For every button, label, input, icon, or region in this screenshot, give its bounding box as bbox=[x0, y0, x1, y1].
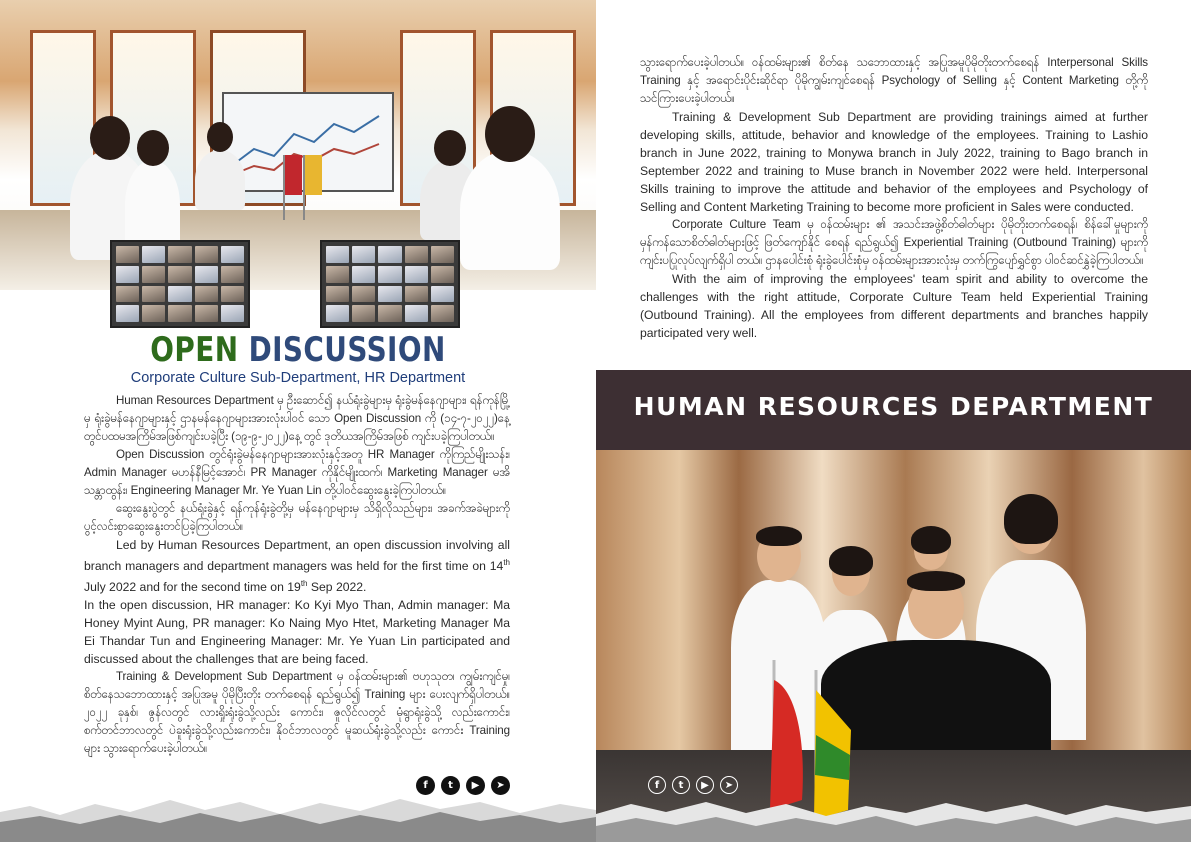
twitter-icon[interactable]: t bbox=[441, 776, 460, 795]
title-word-discussion: DISCUSSION bbox=[248, 330, 446, 370]
telegram-icon[interactable]: ➤ bbox=[720, 776, 738, 794]
en-paragraph-1: Led by Human Resources Department, an open discussion involving all branch managers and department managers was held for the first time on 14th July 2022 and for the second time on 19th Sep 2022. bbox=[84, 538, 510, 595]
torn-paper-edge-right bbox=[596, 782, 1191, 842]
left-body-text bbox=[84, 392, 510, 758]
zoom-screenshot-2 bbox=[320, 240, 460, 328]
mm-paragraph-3: ဆွေးနွေးပွဲတွင် နယ်ရုံးခွဲနှင့် ရန်ကုန်ရုံးခွဲတို့မှ မန်နေဂျာများမှ သိရှိလိုသည်များ၊ အခက်အခဲများကို ပွင့်လင်းစွာဆွေးနွေးတင်ပြခဲ့ကြပါတယ်။ bbox=[84, 502, 510, 533]
torn-paper-edge bbox=[0, 782, 596, 842]
title-word-open: OPEN bbox=[150, 330, 239, 370]
facebook-icon[interactable]: f bbox=[416, 776, 435, 795]
mm-paragraph-culture: Corporate Culture Team မှ ဝန်ထမ်းများ ၏ အသင်းအဖွဲ့စိတ်ဓါတ်များ ပိုမိုတိုးတက်စေရန်၊ စိန်ခေါ်မှုများကို မှန်ကန်သောစိတ်ဓါတ်များဖြင့် ဖြတ်ကျော်နိုင် စေရန် ရည်ရွယ်၍ Experiential Training (Outbound Training) များကို ကျင်းပပြုလုပ်လျက်ရှိပါ တယ်။ ဌာနပေါင်းစုံ ရုံးခွဲပေါင်းစုံမှ ဝန်ထမ်းများအားလုံးမှ တက်ကြွပျော်ရွှင်စွာ ပါဝင်ဆင်နွှဲခဲ့ကြပါတယ်။ bbox=[640, 218, 1148, 267]
page-subtitle: Corporate Culture Sub-Department, HR Department bbox=[130, 370, 466, 386]
right-page bbox=[596, 0, 1191, 842]
mm-paragraph-training: Training & Development Sub Department မှ ဝန်ထမ်းများ၏ ဗဟုသုတ၊ ကျွမ်းကျင်မှု၊ စိတ်နေသဘောထားနှင့် အပြုအမူ ပိုမိုပြီးတိုး တက်စေရန် ရည်ရွယ်၍ Training များ ပေးလျက်ရှိပါတယ်။ ၂၀၂၂ ခုနှစ်၊ ဇွန်လတွင် လားရှိုးရုံးခွဲသို့လည်း ကောင်း၊ ဇူလိုင်လတွင် မုံရွာရုံးခွဲသို့ လည်းကောင်း၊ စက်တင်ဘာလတွင် ပဲခူးရုံးခွဲသို့လည်းကောင်း၊ နိုဝင်ဘာလတွင် မူဆယ်ရုံးခွဲသို့လည်း ကောင်း Training များ သွားရောက်ပေးခဲ့ပါတယ်။ bbox=[84, 670, 510, 756]
page-title bbox=[54, 330, 543, 370]
youtube-icon[interactable]: ▶ bbox=[696, 776, 714, 794]
youtube-icon[interactable]: ▶ bbox=[466, 776, 485, 795]
zoom-screenshot-1 bbox=[110, 240, 250, 328]
en-paragraph-culture: With the aim of improving the employees' team spirit and ability to overcome the challenges with the right attitude, Corporate Culture Team held Experiential Training (Outbound Training). All the employees from different departments and branches happily participated very well. bbox=[640, 272, 1148, 340]
meeting-photo bbox=[0, 0, 596, 290]
mm-paragraph-2: Open Discussion တွင်ရုံးခွဲမန်နေဂျာများအားလုံးနှင့်အတူ HR Manager ကိုကြည်မျိုးသန်း၊ Admin Manager မဟန်နီမြင့်အောင်၊ PR Manager ကိုနိုင်မျိုးထက်၊ Marketing Manager မအိသန္တာထွန်း၊ Engineering Manager Mr. Ye Yuan Lin တို့ပါဝင်ဆွေးနွေးခဲ့ကြပါတယ်။ bbox=[84, 448, 510, 497]
hr-banner-title: HUMAN RESOURCES DEPARTMENT bbox=[633, 392, 1154, 421]
facebook-icon[interactable]: f bbox=[648, 776, 666, 794]
en-paragraph-2: In the open discussion, HR manager: Ko Kyi Myo Than, Admin manager: Ma Honey Myint Aung, PR manager: Ko Naing Myo Htet, Marketing Manager Ma Ei Thandar Tun and Engineering Manager: Mr. Ye Yuan Lin participated and discussed about the challenges that are being faced. bbox=[84, 598, 510, 667]
mm-paragraph-1: Human Resources Department မှ ဦးဆောင်၍ နယ်ရုံးခွဲများမှ ရုံးခွဲမန်နေဂျာများ၊ ရန်ကုန်မြို့မှ ရုံးခွဲမန်နေဂျာများနှင့် ဌာနမန်နေဂျာများအားလုံးပါဝင် သော Open Discussion ကို (၁၄-၇-၂၀၂၂)နေ့ တွင်ပထမအကြိမ်အဖြစ်ကျင်းပခဲ့ပြီး (၁၉-၉-၂၀၂၂)နေ့ တွင် ဒုတိယအကြိမ်အဖြစ် ကျင်းပခဲ့ကြပါတယ်။ bbox=[84, 394, 510, 443]
twitter-icon[interactable]: t bbox=[672, 776, 690, 794]
en-paragraph-training: Training & Development Sub Department are providing trainings aimed at further developing skills, attitude, behavior and knowledge of the employees. Training to Lashio branch in June 2022, training to Monywa branch in July 2022, training to Bago branch in September 2022 and training to Muse branch in November 2022 were held. Interpersonal Skills training to improve the attitude and behavior of the employees and Psychology of Selling and Content Marketing Training to become more proficient in Sales were conducted. bbox=[640, 110, 1148, 214]
right-body-text bbox=[640, 54, 1148, 342]
mm-paragraph-cont: သွားရောက်ပေးခဲ့ပါတယ်။ ဝန်ထမ်းများ၏ စိတ်နေ သဘောထားနှင့် အပြုအမူပိုမိုတိုးတက်စေရန် Interpersonal Skills Training နှင့် အရောင်းပိုင်းဆိုင်ရာ ပိုမိုကျွမ်းကျင်စေရန် Psychology of Selling နှင့် Content Marketing တို့ကို သင်ကြားပေးခဲ့ပါတယ်။ bbox=[640, 56, 1148, 105]
telegram-icon[interactable]: ➤ bbox=[491, 776, 510, 795]
